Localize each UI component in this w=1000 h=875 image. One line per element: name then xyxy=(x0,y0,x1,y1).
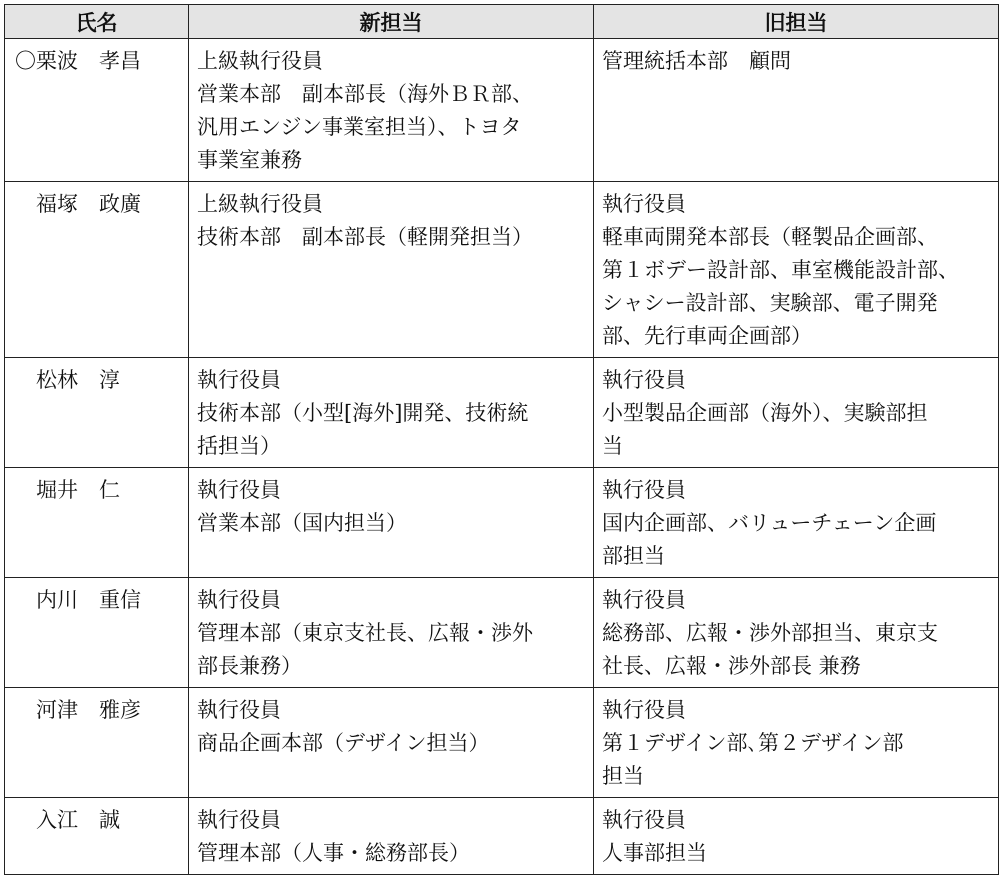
old-role-line: シャシー設計部、実験部、電子開発 xyxy=(602,291,938,315)
person-name: 〇栗波 孝昌 xyxy=(15,49,141,73)
old-role-line: 執行役員 xyxy=(602,192,686,216)
old-role-line: 総務部、広報・渉外部担当、東京支 xyxy=(602,621,938,645)
person-name: 入江 誠 xyxy=(15,808,120,832)
new-role-line: 営業本部（国内担当） xyxy=(197,511,407,535)
table-row xyxy=(5,688,999,798)
table-body xyxy=(5,39,999,875)
new-role-cell xyxy=(189,688,594,798)
new-role-cell xyxy=(189,578,594,688)
personnel-table xyxy=(4,4,999,875)
header-new-role: 新担当 xyxy=(189,5,594,39)
old-role-line: 部担当 xyxy=(602,544,665,568)
person-name: 堀井 仁 xyxy=(15,478,120,502)
table-row xyxy=(5,468,999,578)
new-role-cell xyxy=(189,798,594,875)
person-name-cell xyxy=(5,39,189,182)
new-role-line: 執行役員 xyxy=(197,808,281,832)
table-row xyxy=(5,358,999,468)
old-role-line: 部、先行車両企画部） xyxy=(602,324,812,348)
new-role-cell xyxy=(189,39,594,182)
person-name-cell xyxy=(5,182,189,358)
old-role-line: 社長、広報・渉外部長 兼務 xyxy=(602,654,861,678)
new-role-line: 執行役員 xyxy=(197,698,281,722)
old-role-line: 執行役員 xyxy=(602,698,686,722)
old-role-line: 執行役員 xyxy=(602,808,686,832)
person-name-cell xyxy=(5,578,189,688)
new-role-cell xyxy=(189,468,594,578)
person-name-cell xyxy=(5,798,189,875)
old-role-line: 小型製品企画部（海外）、実験部担 xyxy=(602,401,928,425)
new-role-line: 上級執行役員 xyxy=(197,49,323,73)
old-role-line: 人事部担当 xyxy=(602,841,707,865)
old-role-cell xyxy=(594,578,999,688)
new-role-line: 営業本部 副本部長（海外ＢＲ部、 xyxy=(197,82,533,106)
table-row xyxy=(5,578,999,688)
person-name-cell xyxy=(5,358,189,468)
old-role-line: 執行役員 xyxy=(602,368,686,392)
new-role-cell xyxy=(189,182,594,358)
personnel-table-container xyxy=(4,4,999,875)
person-name: 松林 淳 xyxy=(15,368,120,392)
new-role-line: 部長兼務） xyxy=(197,654,302,678)
new-role-line: 管理本部（東京支社長、広報・渉外 xyxy=(197,621,533,645)
new-role-line: 執行役員 xyxy=(197,368,281,392)
old-role-line: 軽車両開発本部長（軽製品企画部、 xyxy=(602,225,938,249)
table-row xyxy=(5,798,999,875)
old-role-cell xyxy=(594,688,999,798)
old-role-cell xyxy=(594,468,999,578)
old-role-line: 管理統括本部 顧問 xyxy=(602,49,791,73)
person-name-cell xyxy=(5,688,189,798)
old-role-line: 国内企画部、バリューチェーン企画 xyxy=(602,511,937,535)
header-name: 氏名 xyxy=(5,5,189,39)
new-role-line: 事業室兼務 xyxy=(197,148,302,172)
old-role-cell xyxy=(594,39,999,182)
old-role-line: 当 xyxy=(602,434,623,458)
old-role-cell xyxy=(594,182,999,358)
new-role-line: 技術本部（小型[海外]開発、技術統 xyxy=(197,401,529,425)
person-name: 河津 雅彦 xyxy=(15,698,141,722)
old-role-line: 執行役員 xyxy=(602,478,686,502)
new-role-line: 汎用エンジン事業室担当）、トヨタ xyxy=(197,115,522,139)
person-name-cell xyxy=(5,468,189,578)
person-name: 内川 重信 xyxy=(15,588,141,612)
new-role-line: 上級執行役員 xyxy=(197,192,323,216)
table-row xyxy=(5,182,999,358)
new-role-line: 商品企画本部（デザイン担当） xyxy=(197,731,490,755)
old-role-line: 担当 xyxy=(602,764,644,788)
new-role-line: 管理本部（人事・総務部長） xyxy=(197,841,470,865)
new-role-line: 執行役員 xyxy=(197,588,281,612)
old-role-line: 執行役員 xyxy=(602,588,686,612)
new-role-line: 括担当） xyxy=(197,434,281,458)
table-row xyxy=(5,39,999,182)
table-header-row xyxy=(5,5,999,39)
old-role-cell xyxy=(594,358,999,468)
old-role-cell xyxy=(594,798,999,875)
header-old-role: 旧担当 xyxy=(594,5,999,39)
old-role-line: 第１デザイン部､第２デザイン部 xyxy=(602,731,904,755)
new-role-line: 技術本部 副本部長（軽開発担当） xyxy=(197,225,533,249)
new-role-cell xyxy=(189,358,594,468)
old-role-line: 第１ボデー設計部、車室機能設計部、 xyxy=(602,258,959,282)
person-name: 福塚 政廣 xyxy=(15,192,141,216)
new-role-line: 執行役員 xyxy=(197,478,281,502)
